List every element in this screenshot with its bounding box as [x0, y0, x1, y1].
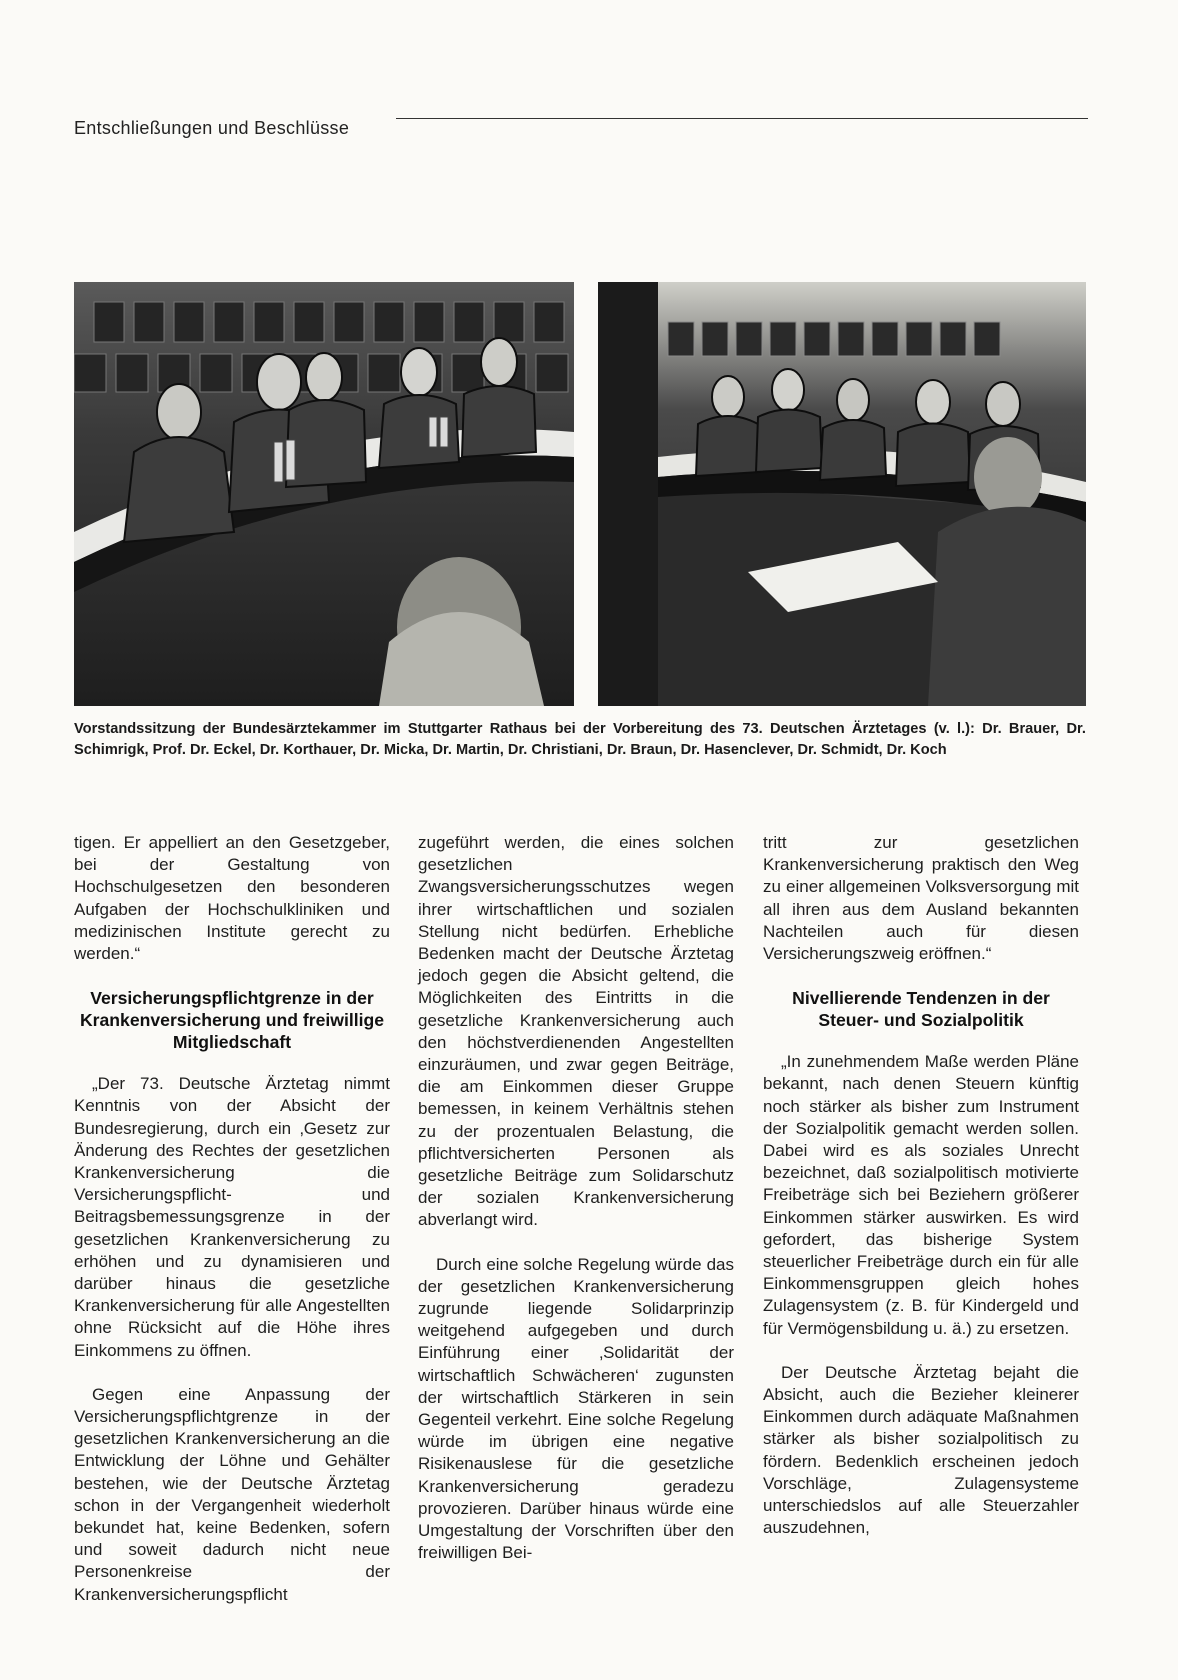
photo-left — [74, 282, 574, 706]
paragraph: tritt zur gesetzlichen Krankenversicherung praktisch den Weg zu einer allgemeinen Volksversorgung mit all ihren aus dem Ausland bekannten Nachteilen auch für diesen Versicherungszweig eröffnen.“ — [763, 833, 1079, 964]
meeting-photo-right — [598, 282, 1086, 706]
meeting-photo-left — [74, 282, 574, 706]
section-heading-nivellierende-tendenzen: Nivellierende Tendenzen in der Steuer- und Sozialpolitik — [792, 988, 1050, 1031]
paragraph: Der Deutsche Ärztetag bejaht die Absicht, auch die Bezieher kleinerer Einkommen durch adäquate Maßnahmen stärker als bisher sozialpolitisch zu fördern. Bedenklich erscheinen jedoch Vorschläge, Zulagensysteme unterschiedslos auf alle Steuerzahler auszudehnen, — [763, 1362, 1079, 1538]
paragraph: zugeführt werden, die eines solchen gesetzlichen Zwangsversicherungsschutzes wegen ihrer wirtschaftlichen und sozialen Stellung nicht bedürfen. Erhebliche Bedenken macht der Deutsche Ärztetag jedoch gegen die Absicht geltend, die Möglichkeiten des Eintritts in die gesetzliche Krankenversicherung auch den höchstverdienenden Angestellten einzuräumen, und zwar gegen Beiträge, die am Einkommen dieser Gruppe bemessen, in keinem Verhältnis stehen zu der prozentualen Belastung, die pflichtversicherten Personen als gesetzliche Beiträge zum Solidarschutz der sozialen Krankenversicherung abverlangt wird. — [418, 833, 734, 1230]
paragraph: tigen. Er appelliert an den Gesetzgeber, bei der Gestaltung von Hochschulgesetzen den besonderen Aufgaben der Hochschulkliniken und medizinischen Institute gerecht zu werden.“ — [74, 833, 390, 964]
text-column-3 — [763, 832, 1079, 1561]
header-rule — [396, 118, 1088, 119]
paragraph: „Der 73. Deutsche Ärztetag nimmt Kenntnis von der Absicht der Bundesregierung, durch ein ‚Gesetz zur Änderung des Rechtes der gesetzlichen Krankenversicherung die Versicherungspflicht- und Beitragsbemessungsgrenze in der gesetzlichen Krankenversicherung zu erhöhen und zu dynamisieren und darüber hinaus die gesetzliche Krankenversicherung für alle Angestellten ohne Rücksicht auf die Höhe ihres Einkommens zu öffnen. — [74, 1074, 390, 1360]
paragraph: Gegen eine Anpassung der Versicherungspflichtgrenze in der gesetzlichen Krankenversicherung an die Entwicklung der Löhne und Gehälter bestehen, wie der Deutsche Ärztetag schon in der Vergangenheit wiederholt bekundet hat, keine Bedenken, sofern und soweit dadurch nicht neue Personenkreise der Krankenversicherungspflicht — [74, 1384, 390, 1604]
photo-right — [598, 282, 1086, 706]
paragraph: Durch eine solche Regelung würde das der gesetzlichen Krankenversicherung zugrunde liegende Solidarprinzip weitgehend aufgegeben und durch Einführung einer ‚Solidarität der wirtschaftlich Schwächeren‘ zugunsten der wirtschaftlich Stärkeren in sein Gegenteil verkehrt. Eine solche Regelung würde im übrigen eine negative Risikenauslese für die gesetzliche Krankenversicherung geradezu provozieren. Darüber hinaus würde eine Umgestaltung der Vorschriften über den freiwilligen Bei- — [418, 1254, 734, 1563]
photo-caption: Vorstandssitzung der Bundesärztekammer im Stuttgarter Rathaus bei der Vorbereitung des 73. Deutschen Ärztetages (v. l.): Dr. Brauer, Dr. Schimrigk, Prof. Dr. Eckel, Dr. Korthauer, Dr. Micka, Dr. Martin, Dr. Christiani, Dr. Braun, Dr. Hasenclever, Dr. Schmidt, Dr. Koch — [74, 721, 1086, 758]
text-column-1 — [74, 832, 390, 1628]
section-heading-versicherungspflichtgrenze: Versicherungspflichtgrenze in der Krankenversicherung und freiwillige Mitgliedschaft — [79, 988, 385, 1053]
text-column-2 — [418, 832, 734, 1587]
running-title: Entschließungen und Beschlüsse — [74, 118, 350, 138]
paragraph: „In zunehmendem Maße werden Pläne bekannt, nach denen Steuern künftig noch stärker als bisher zum Instrument der Sozialpolitik gemacht werden sollen. Dabei wird es als soziales Unrecht bezeichnet, daß sozialpolitisch motivierte Freibeträge sich bei Beziehern größerer Einkommen stärker auswirken. Es wird gefordert, das bisherige System steuerlicher Freibeträge durch ein für alle Einkommensgruppen gleich hohes Zulagensystem (z. B. für Kindergeld und für Vermögensbildung u. ä.) zu ersetzen. — [763, 1052, 1079, 1338]
